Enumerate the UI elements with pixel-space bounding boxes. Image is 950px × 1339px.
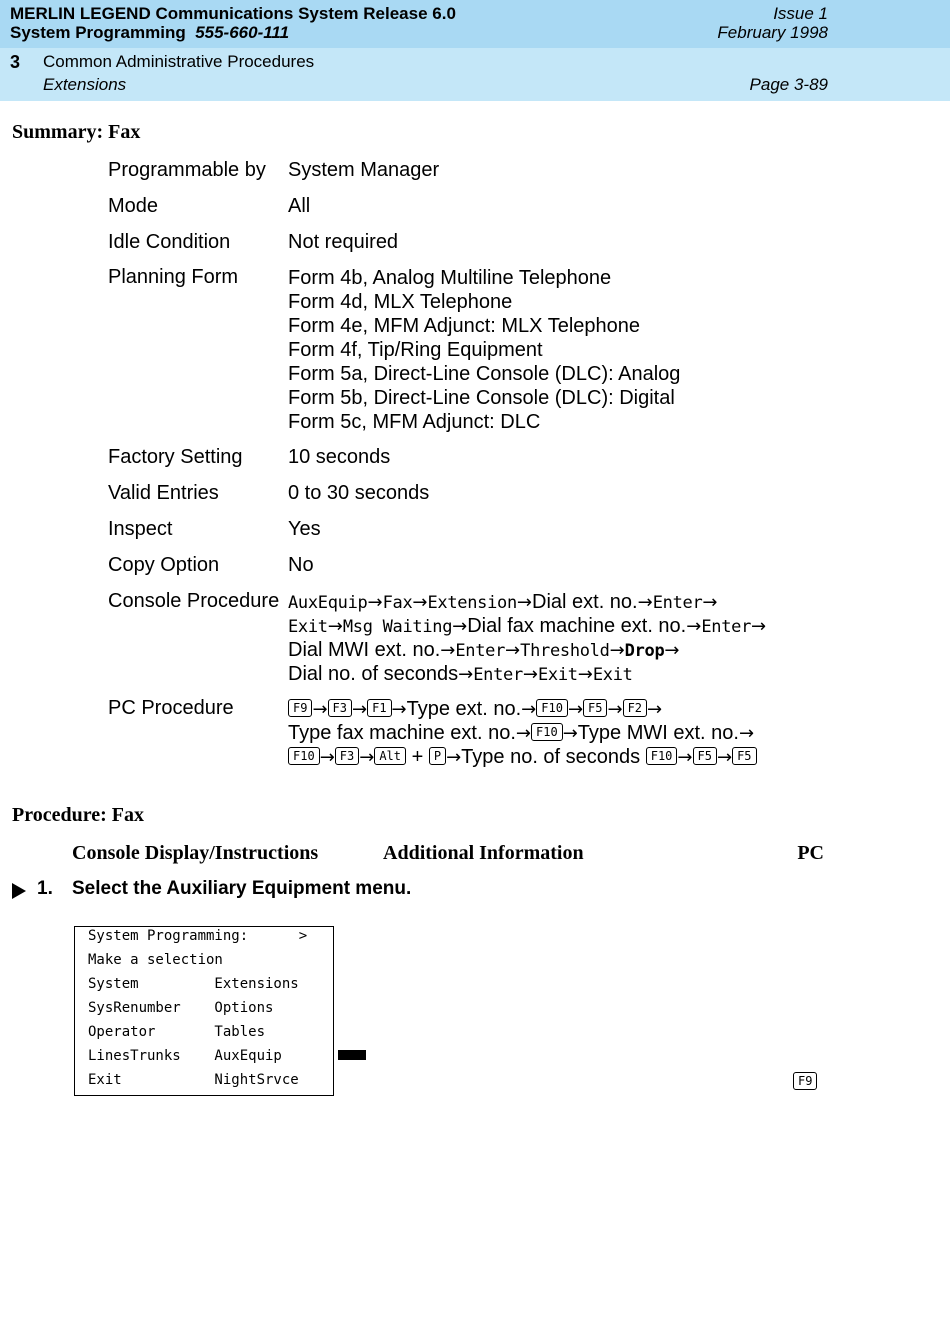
arrow-icon: → (637, 592, 653, 613)
column-header-console: Console Display/Instructions (72, 842, 319, 864)
chapter-title: Common Administrative Procedures (43, 52, 315, 71)
f10-key-icon: F10 (646, 747, 678, 765)
summary-value: Yes (288, 518, 321, 540)
arrow-icon: → (686, 616, 702, 637)
arrow-icon: → (664, 640, 680, 661)
arrow-icon: → (567, 699, 584, 720)
summary-label: Inspect (108, 518, 173, 540)
screen-line: LinesTrunks AuxEquip (88, 1048, 282, 1064)
f9-key-icon: F9 (793, 1072, 817, 1090)
arrow-icon: → (702, 592, 718, 613)
planning-form-item: Form 4f, Tip/Ring Equipment (288, 339, 543, 361)
f5-key-icon: F5 (693, 747, 717, 765)
screen-line: Exit NightSrvce (88, 1072, 299, 1088)
console-key-enter: Enter (473, 665, 523, 685)
summary-label: PC Procedure (108, 697, 234, 719)
console-instruction: Dial no. of seconds (288, 663, 459, 685)
pc-procedure-line (288, 721, 757, 745)
screen-line: System Extensions (88, 976, 299, 992)
f3-key-icon: F3 (335, 747, 359, 765)
pc-instruction: Type MWI ext. no. (577, 722, 739, 744)
console-key-exit: Exit (592, 665, 633, 685)
arrow-icon: → (607, 699, 623, 720)
arrow-icon: → (312, 699, 328, 720)
arrow-icon: → (522, 664, 538, 685)
planning-form-item: Form 4b, Analog Multiline Telephone (288, 267, 612, 289)
f10-key-icon: F10 (536, 699, 568, 717)
f5-key-icon: F5 (583, 699, 607, 717)
f1-key-icon: F1 (367, 699, 391, 717)
summary-value: No (288, 554, 314, 576)
arrow-icon: → (505, 640, 521, 661)
console-key-exit: Exit (288, 617, 328, 637)
console-key-enter: Enter (701, 617, 752, 637)
summary-label: Mode (108, 195, 159, 217)
column-header-additional: Additional Information (383, 842, 584, 864)
console-key-fax: Fax (382, 593, 413, 613)
arrow-icon: → (738, 723, 755, 744)
summary-heading: Summary: Fax (12, 121, 141, 143)
console-key-auxequip: AuxEquip (288, 593, 368, 613)
procedure-heading: Procedure: Fax (12, 804, 145, 826)
console-key-msg-waiting: Msg Waiting (342, 617, 453, 637)
arrow-icon: → (412, 592, 428, 613)
pc-procedure (288, 697, 757, 769)
section-title: Extensions (43, 75, 127, 94)
pc-procedure-line (288, 697, 757, 721)
console-key-threshold: Threshold (520, 641, 610, 661)
arrow-icon: → (452, 616, 468, 637)
console-procedure (288, 590, 766, 686)
product-title: MERLIN LEGEND Communications System Release 6.0 (10, 4, 456, 23)
console-procedure-line (288, 662, 766, 686)
console-instruction: Dial fax machine ext. no. (467, 615, 687, 637)
doc-title (10, 23, 289, 43)
console-display-screen (74, 926, 334, 1096)
pc-procedure-line (288, 745, 757, 769)
screen-line: Make a selection (88, 952, 223, 968)
planning-form-list (288, 266, 680, 434)
screen-line: System Programming: > (88, 928, 308, 944)
p-key-icon: P (429, 747, 446, 765)
arrow-icon: → (516, 592, 532, 613)
summary-value: 10 seconds (288, 446, 391, 468)
planning-form-item: Form 4d, MLX Telephone (288, 291, 513, 313)
issue-date: February 1998 (717, 23, 828, 42)
arrow-icon: → (521, 699, 537, 720)
summary-label: Copy Option (108, 554, 220, 576)
arrow-icon: → (647, 699, 663, 720)
chapter-number: 3 (10, 52, 21, 72)
console-key-extension: Extension (427, 593, 517, 613)
planning-form-item: Form 5c, MFM Adjunct: DLC (288, 411, 541, 433)
console-instruction: Dial ext. no. (532, 591, 638, 613)
summary-label: Factory Setting (108, 446, 243, 468)
f5-key-icon: F5 (732, 747, 756, 765)
arrow-icon: → (609, 640, 625, 661)
console-instruction: Dial MWI ext. no. (288, 639, 441, 661)
console-key-drop: Drop (624, 641, 665, 661)
planning-form-item: Form 4e, MFM Adjunct: MLX Telephone (288, 315, 641, 337)
summary-label: Valid Entries (108, 482, 219, 504)
console-procedure-line (288, 638, 766, 662)
arrow-icon: → (319, 747, 335, 768)
console-key-enter: Enter (652, 593, 703, 613)
summary-value: Not required (288, 231, 399, 253)
page-number: Page 3-89 (749, 75, 828, 94)
f10-key-icon: F10 (288, 747, 320, 765)
summary-label: Idle Condition (108, 231, 231, 253)
step-pointer-icon (11, 882, 27, 905)
arrow-icon: → (562, 723, 578, 744)
f10-key-icon: F10 (531, 723, 563, 741)
step-instruction: Select the Auxiliary Equipment menu. (72, 878, 412, 899)
console-key-exit: Exit (537, 665, 578, 685)
issue-label: Issue 1 (773, 4, 828, 23)
pc-instruction: Type ext. no. (406, 698, 522, 720)
pc-instruction: Type fax machine ext. no. (288, 722, 516, 744)
f3-key-icon: F3 (328, 699, 352, 717)
column-header-pc: PC (797, 842, 824, 864)
arrow-icon: → (367, 592, 383, 613)
summary-value: 0 to 30 seconds (288, 482, 430, 504)
arrow-icon: → (577, 664, 593, 685)
f9-key-icon: F9 (288, 699, 312, 717)
doc-number: 555-660-111 (195, 23, 290, 42)
pc-instruction: Type no. of seconds (461, 746, 641, 768)
summary-label: Console Procedure (108, 590, 280, 612)
screen-line: SysRenumber Options (88, 1000, 274, 1016)
arrow-icon: → (751, 616, 767, 637)
doc-title-text: System Programming (10, 23, 186, 42)
screen-line: Operator Tables (88, 1024, 266, 1040)
alt-key-icon: Alt (374, 747, 406, 765)
console-key-enter: Enter (455, 641, 506, 661)
summary-value: All (288, 195, 311, 217)
arrow-icon: → (446, 747, 462, 768)
summary-label: Programmable by (108, 159, 266, 181)
arrow-icon: → (391, 699, 407, 720)
arrow-icon: → (359, 747, 375, 768)
summary-value: System Manager (288, 159, 440, 181)
step-number: 1. (37, 878, 53, 899)
arrow-icon: → (352, 699, 368, 720)
arrow-icon: → (440, 640, 456, 661)
console-procedure-line (288, 590, 766, 614)
arrow-icon: → (327, 616, 343, 637)
pc-key-cell (793, 1072, 817, 1090)
planning-form-item: Form 5b, Direct-Line Console (DLC): Digital (288, 387, 675, 409)
arrow-icon: → (458, 664, 474, 685)
f2-key-icon: F2 (623, 699, 647, 717)
console-procedure-line (288, 614, 766, 638)
summary-label: Planning Form (108, 266, 239, 288)
arrow-icon: → (515, 723, 531, 744)
arrow-icon: → (677, 747, 693, 768)
plus-sign: + (411, 746, 424, 768)
arrow-icon: → (716, 747, 733, 768)
planning-form-item: Form 5a, Direct-Line Console (DLC): Analog (288, 363, 681, 385)
selection-indicator-bar (338, 1050, 366, 1060)
